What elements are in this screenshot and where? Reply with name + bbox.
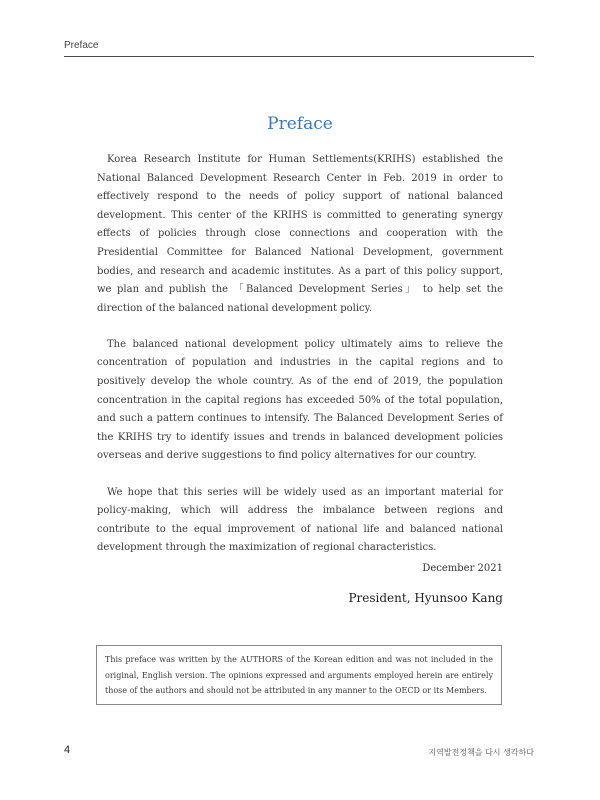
signature: President, Hyunsoo Kang xyxy=(348,591,503,605)
paragraph-1: Korea Research Institute for Human Settlements(KRIHS) established the National Balanced Development Research Center in Feb. 2019 in order to effectively respond to the needs of policy support of national balanced development. This center of the KRIHS is committed to generating synergy effects of policies through close connections and cooperation with the Presidential Committee for Balanced National Development, government bodies, and research and academic institutes. As a part of this policy support, we plan and publish the 「Balanced Development Series」 to help set the direction of the balanced national development policy. xyxy=(97,154,503,314)
paragraph-3: We hope that this series will be widely used as an important material for policy-making, which will address the imbalance between regions and contribute to the equal improvement of national life and balanced national development through the maximization of regional characteristics. xyxy=(97,486,503,554)
footer-series-title: 지역발전정책을 다시 생각하다 xyxy=(428,748,534,757)
header-rule xyxy=(64,56,534,57)
page-number: 4 xyxy=(64,744,71,756)
running-header: Preface xyxy=(64,40,99,51)
paragraph-2: The balanced national development policy ultimately aims to relieve the concentration of population and industries in the capital regions and to positively develop the whole country. As of the end of 2019, the population concentration in the capital regions has exceeded 50% of the total population, and such a pattern continues to intensify. The Balanced Development Series of the KRIHS try to identify issues and trends in balanced development policies overseas and derive suggestions to find policy alternatives for our country. xyxy=(97,338,503,462)
preface-body xyxy=(97,151,503,575)
page-title: Preface xyxy=(267,114,333,134)
date: December 2021 xyxy=(422,563,503,574)
disclaimer-box: This preface was written by the AUTHORS of the Korean edition and was not included in the original, English version. The opinions expressed and arguments employed herein are entirely those of the authors and should not be attributed in any manner to the OECD or its Members. xyxy=(96,645,502,705)
